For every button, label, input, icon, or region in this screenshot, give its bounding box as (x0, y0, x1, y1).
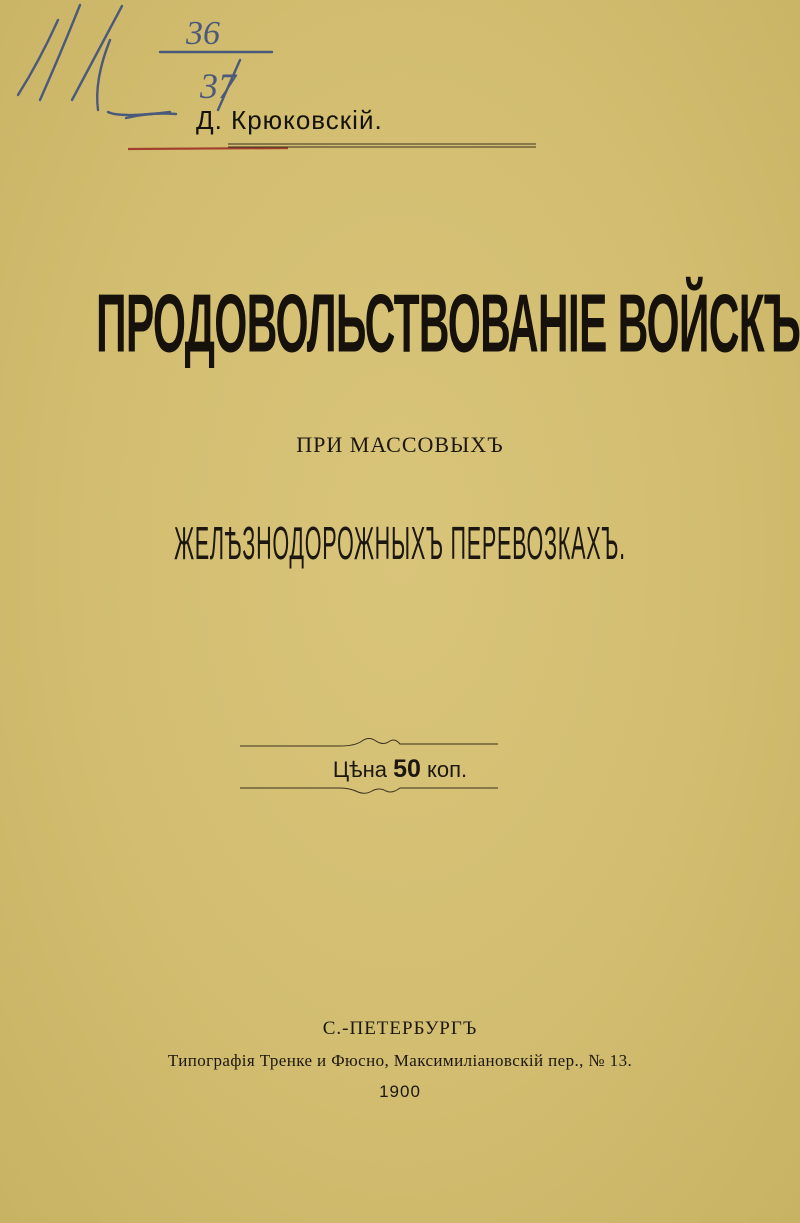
price-ornament-top (240, 736, 498, 750)
publication-year: 1900 (379, 1082, 421, 1101)
price-amount: 50 (393, 755, 421, 783)
price-ornament-bottom (240, 782, 498, 796)
printer-imprint: Типографія Тренке и Фюсно, Максимиліановскій пер., № 13. (167, 1051, 633, 1070)
author-underline (128, 142, 536, 152)
price-prefix: Цѣна (332, 757, 387, 782)
price-unit: коп. (427, 757, 468, 782)
shelfmark-denominator: 37 (200, 66, 236, 106)
price (0, 755, 800, 784)
shelfmark-numerator: 36 (186, 15, 220, 52)
author-name: Д. Крюковскій. (196, 105, 383, 135)
subtitle-line-2: ЖЕЛѢЗНОДОРОЖНЫХЪ ПЕРЕВОЗКАХЪ. (174, 518, 626, 570)
publication-city: С.-ПЕТЕРБУРГЪ (322, 1018, 478, 1039)
book-title: ПРОДОВОЛЬСТВОВАНІЕ ВОЙСКЪ (96, 275, 800, 370)
subtitle-line-1: ПРИ МАССОВЫХЪ (296, 432, 504, 457)
